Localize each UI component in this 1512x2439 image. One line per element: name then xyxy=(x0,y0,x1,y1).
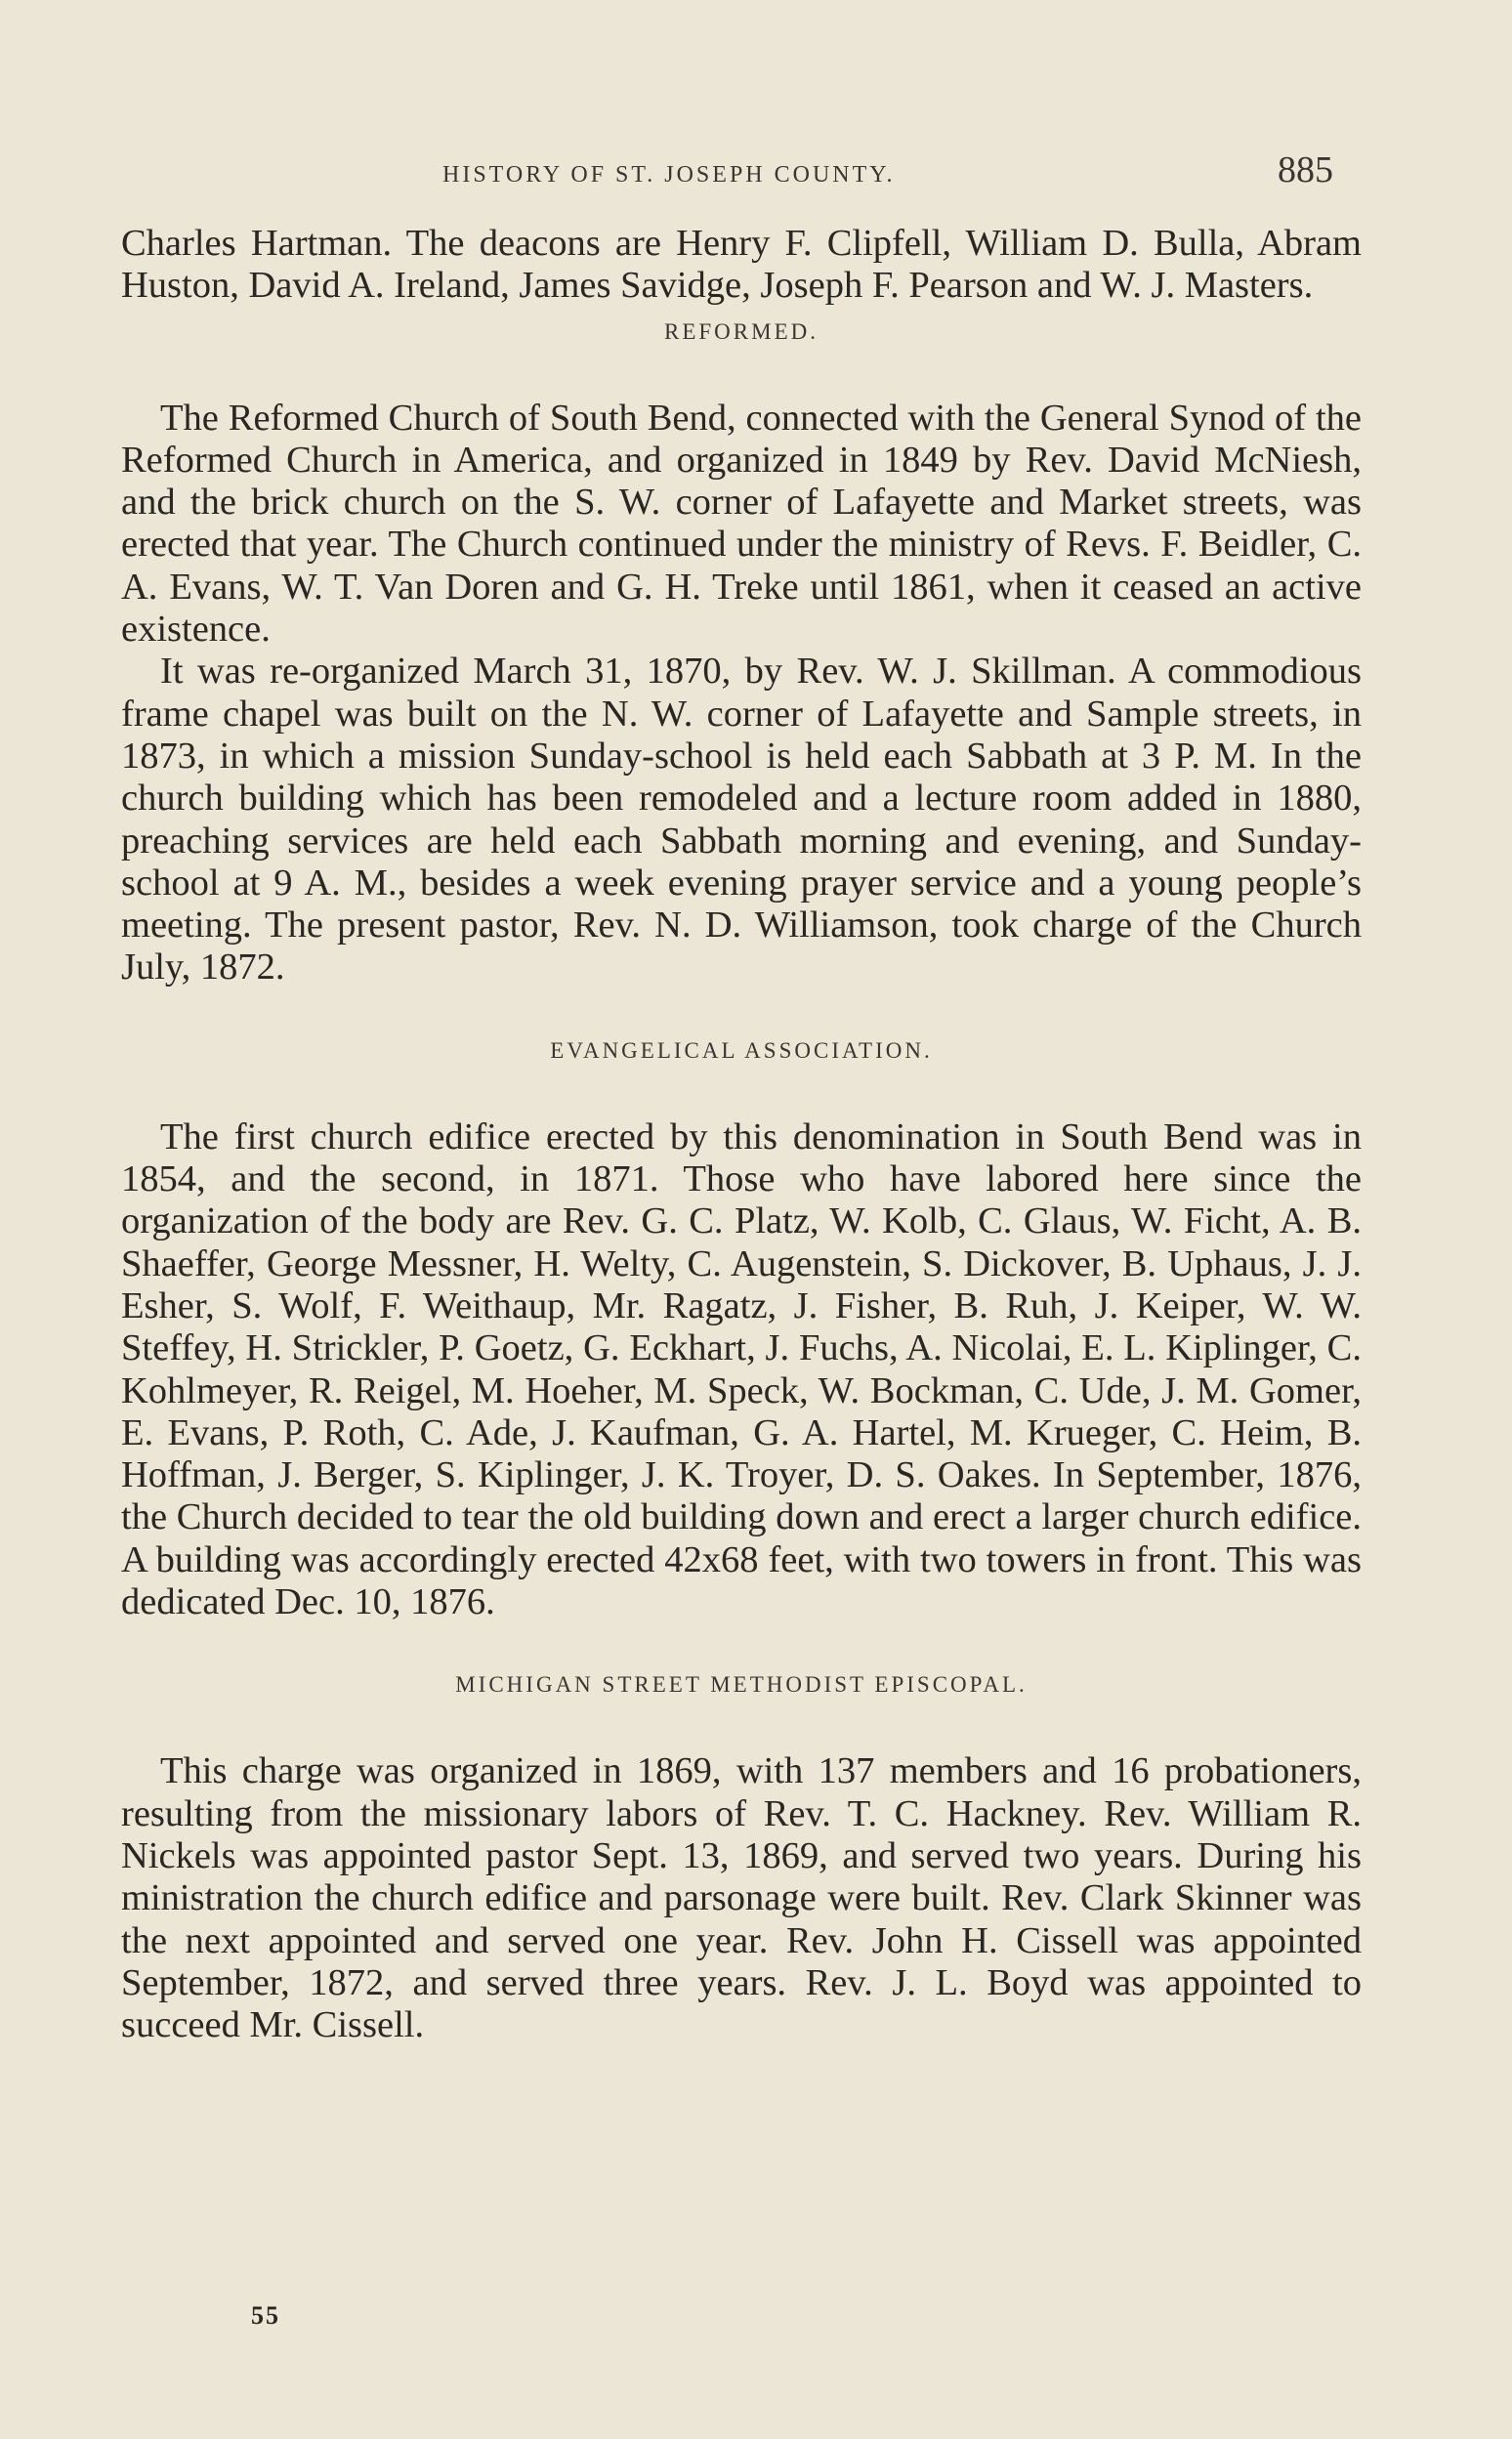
reformed-paragraph-2: It was re-organized March 31, 1870, by Rev. W. J. Skillman. A commodious frame chapel was built on the N. W. corner of Lafayette and Sample streets, in 1873, in which a mission Sunday-school is held each Sabbath at 3 P. M. In the church building which has been remodeled and a lecture room added in 1880, preaching services are held each Sabbath morning and evening, and Sunday-school at 9 A. M., besides a week evening prayer service and a young people’s meeting. The present pastor, Rev. N. D. Williamson, took charge of the Church July, 1872. xyxy=(121,651,1362,988)
section-title-reformed: REFORMED. xyxy=(664,318,819,344)
evangelical-paragraph-1: The first church edifice erected by this denomination in South Bend was in 1854, and the second, in 1871. Those who have labored here since the organization of the body are Rev. G. C. Platz, W. Kolb, C. Glaus, W. Ficht, A. B. Shaeffer, George Messner, H. Welty, C. Augenstein, S. Dickover, B. Uphaus, J. J. Esher, S. Wolf, F. Weithaup, Mr. Ragatz, J. Fisher, B. Ruh, J. Keiper, W. W. Steffey, H. Strickler, P. Goetz, G. Eckhart, J. Fuchs, A. Nicolai, E. L. Kiplinger, C. Kohlmeyer, R. Reigel, M. Hoeher, M. Speck, W. Bockman, C. Ude, J. M. Gomer, E. Evans, P. Roth, C. Ade, J. Kaufman, G. A. Hartel, M. Krueger, C. Heim, B. Hoffman, J. Berger, S. Kiplinger, J. K. Troyer, D. S. Oakes. In September, 1876, the Church decided to tear the old building down and erect a larger church edifice. A building was accordingly erected 42x68 feet, with two towers in front. This was dedicated Dec. 10, 1876. xyxy=(121,1115,1362,1623)
michigan-paragraph-1: This charge was organized in 1869, with 137 members and 16 probationers, resulting from the missionary labors of Rev. T. C. Hackney. Rev. William R. Nickels was appointed pastor Sept. 13, 1869, and served two years. During his ministration the church edifice and parsonage were built. Rev. Clark Skinner was the next appointed and served one year. Rev. John H. Cissell was appointed September, 1872, and served three years. Rev. J. L. Boyd was appointed to succeed Mr. Cissell. xyxy=(121,1750,1362,2046)
page-number: 885 xyxy=(1278,149,1333,190)
signature-mark: 55 xyxy=(251,2301,280,2330)
running-head: HISTORY OF ST. JOSEPH COUNTY. xyxy=(442,162,896,188)
page-header xyxy=(0,145,1512,193)
reformed-paragraph-1: The Reformed Church of South Bend, connected with the General Synod of the Reformed Church in America, and organized in 1849 by Rev. David McNiesh, and the brick church on the S. W. corner of Lafayette and Market streets, was erected that year. The Church continued under the ministry of Revs. F. Beidler, C. A. Evans, W. T. Van Doren and G. H. Treke until 1861, when it ceased an active existence. xyxy=(121,397,1362,651)
section-title-michigan: MICHIGAN STREET METHODIST EPISCOPAL. xyxy=(455,1672,1028,1698)
page-body xyxy=(121,223,1362,2046)
section-title-evangelical: EVANGELICAL ASSOCIATION. xyxy=(550,1037,933,1063)
continuation-paragraph: Charles Hartman. The deacons are Henry F. Clipfell, William D. Bulla, Abram Huston, David A. Ireland, James Savidge, Joseph F. Pearson and W. J. Masters. xyxy=(121,223,1362,307)
